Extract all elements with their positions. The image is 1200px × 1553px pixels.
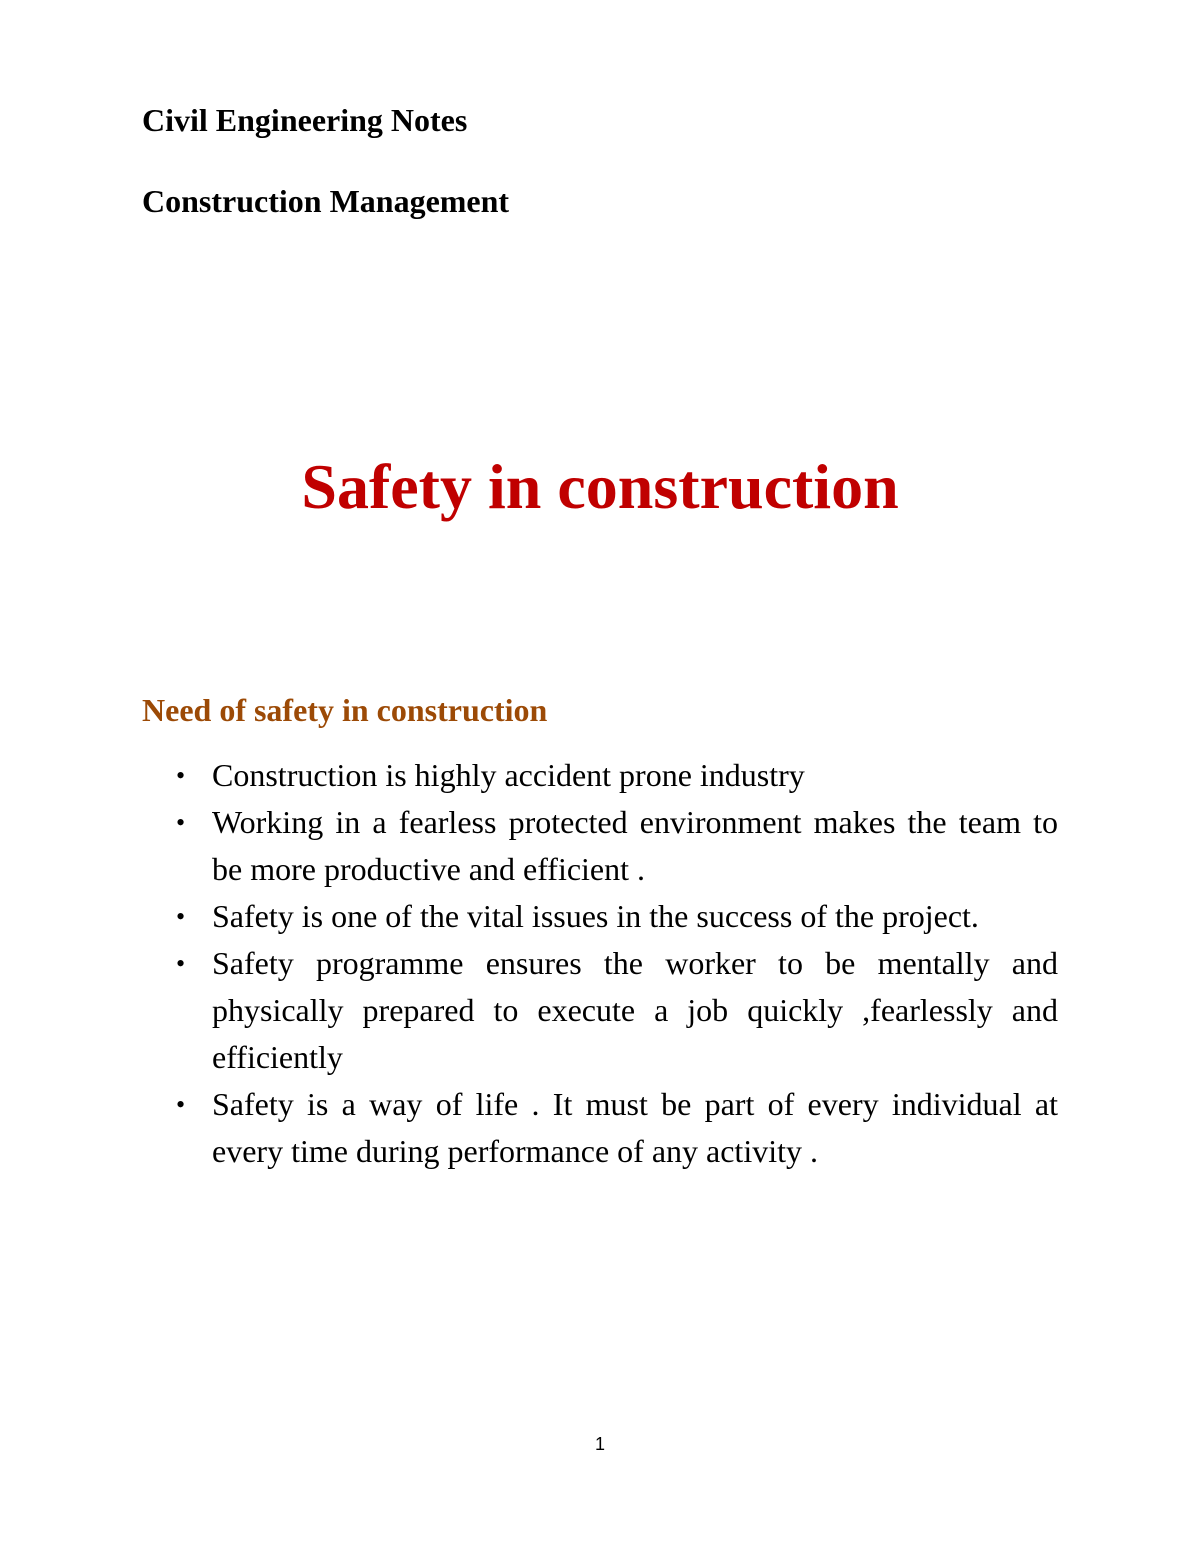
header-subject-title: Construction Management	[142, 183, 510, 219]
list-item	[142, 940, 1058, 1081]
page-number: 1	[594, 1434, 605, 1454]
list-item	[142, 893, 1058, 940]
bullet-icon: •	[176, 808, 186, 837]
list-item-text: Safety programme ensures the worker to be mentally and physically prepared to execute a job quickly ,fearlessly and efficiently	[212, 945, 1058, 1075]
page-title: Safety in construction	[301, 451, 899, 522]
list-item-text: Safety is one of the vital issues in the success of the project.	[212, 898, 979, 934]
list-item	[142, 752, 1058, 799]
bullet-icon: •	[176, 949, 186, 978]
header-course-title: Civil Engineering Notes	[142, 102, 468, 138]
bullet-list	[142, 752, 1058, 1175]
list-item-text: Construction is highly accident prone industry	[212, 757, 805, 793]
bullet-icon: •	[176, 902, 186, 931]
list-item-text: Safety is a way of life . It must be part of every individual at every time during performance of any activity .	[212, 1086, 1058, 1169]
bullet-icon: •	[176, 1090, 186, 1119]
list-item	[142, 799, 1058, 893]
list-item	[142, 1081, 1058, 1175]
section-heading: Need of safety in construction	[142, 692, 548, 728]
list-item-text: Working in a fearless protected environment makes the team to be more productive and efficient .	[212, 804, 1058, 887]
bullet-icon: •	[176, 761, 186, 790]
